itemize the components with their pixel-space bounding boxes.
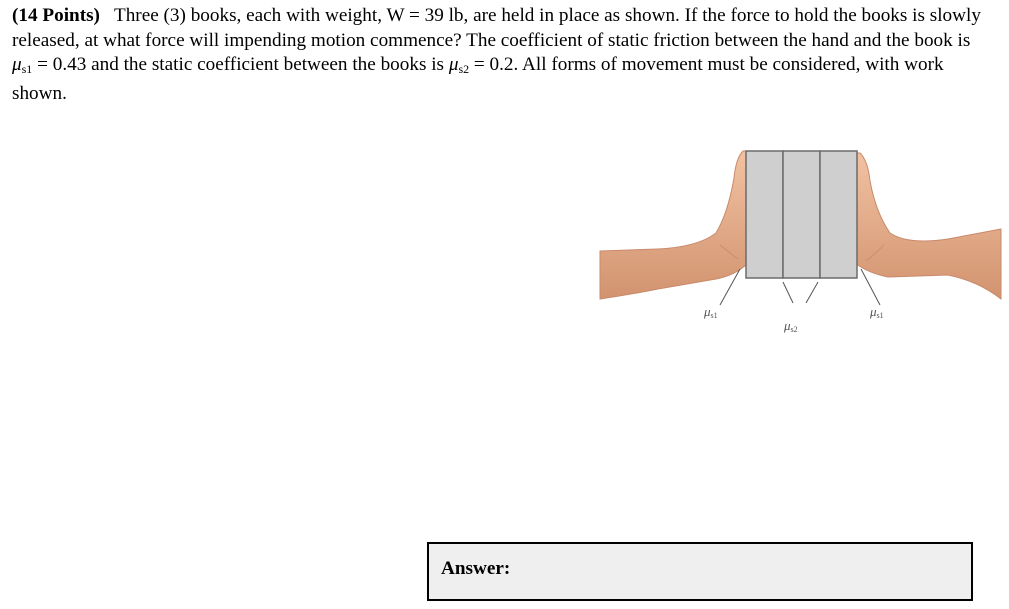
problem-statement xyxy=(12,4,987,106)
mu-s1-left-label: μs1 xyxy=(704,304,718,320)
answer-box[interactable] xyxy=(427,542,973,601)
left-hand xyxy=(600,151,748,299)
mu-s1-right-label: μs1 xyxy=(870,304,884,320)
problem-text-part2: = 0.43 and the static coefficient between the books is xyxy=(32,54,449,75)
subscript-s2: s2 xyxy=(458,62,470,76)
book-1 xyxy=(746,151,783,278)
book-2 xyxy=(783,151,820,278)
subscript-s1: s1 xyxy=(21,62,33,76)
mu-s2-mid-label: μs2 xyxy=(784,318,798,334)
pointer-line-mid-right xyxy=(806,282,818,303)
problem-text-part3: = 0.2. All forms of movement must be considered, with work shown. xyxy=(12,54,944,104)
right-hand xyxy=(855,153,1001,299)
points-label: (14 Points) xyxy=(12,5,100,26)
pointer-line-mid-left xyxy=(783,282,793,303)
book-3 xyxy=(820,151,857,278)
problem-text-part1: Three (3) books, each with weight, W = 39 lb, are held in place as shown. If the force to hold the books is slowly released, at what force will impending motion commence? The coefficient of static friction between the hand and the book is xyxy=(12,5,981,51)
mu-symbol-2: μ xyxy=(448,54,459,75)
mu-symbol: μ xyxy=(12,54,22,75)
books-figure xyxy=(598,133,1003,350)
answer-label: Answer: xyxy=(441,558,511,579)
